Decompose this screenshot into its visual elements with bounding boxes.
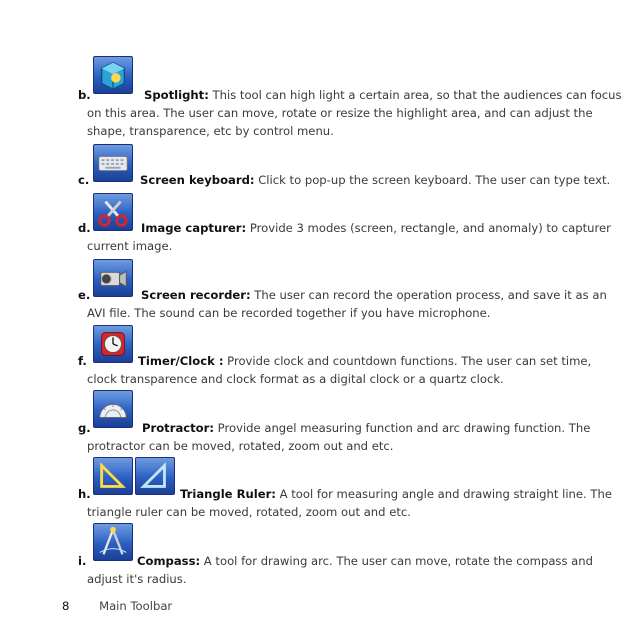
item-term: Protractor: (142, 421, 214, 435)
item-letter: b. (78, 88, 91, 102)
item-letter: f. (78, 354, 87, 368)
camcorder-icon[interactable] (93, 259, 133, 297)
item-text: Click to pop-up the screen keyboard. The user can type text. (254, 173, 611, 187)
item-term: Triangle Ruler: (180, 487, 276, 501)
item-text: triangle ruler can be moved, rotated, zoom out and etc. (87, 505, 411, 519)
item-text: Provide angel measuring function and arc drawing function. The (214, 421, 591, 435)
item-term: Screen recorder: (141, 288, 251, 302)
item-term: Screen keyboard: (140, 173, 255, 187)
item-text: This tool can high light a certain area, so that the audiences can focus (208, 88, 622, 102)
item-text: adjust it's radius. (87, 572, 187, 586)
scissors-icon[interactable] (93, 193, 133, 231)
item-letter: c. (78, 173, 90, 187)
item-text: protractor can be moved, rotated, zoom out and etc. (87, 439, 394, 453)
item-letter: e. (78, 288, 91, 302)
item-text: Provide clock and countdown functions. The user can set time, (223, 354, 592, 368)
item-text: on this area. The user can move, rotate or resize the highlight area, and can adjust the (87, 106, 593, 120)
item-term: Spotlight: (144, 88, 209, 102)
spotlight-icon[interactable] (93, 56, 133, 94)
item-text: shape, transparence, etc by control menu. (87, 124, 334, 138)
compass-icon[interactable] (93, 523, 133, 561)
item-term: Timer/Clock : (138, 354, 224, 368)
item-text: A tool for measuring angle and drawing straight line. The (275, 487, 612, 501)
clock-icon[interactable] (93, 325, 133, 363)
item-text: current image. (87, 239, 173, 253)
item-text: The user can record the operation process, and save it as an (250, 288, 607, 302)
item-letter: i. (78, 554, 87, 568)
item-letter: h. (78, 487, 91, 501)
section-title: Main Toolbar (99, 599, 173, 613)
item-text: A tool for drawing arc. The user can move, rotate the compass and (200, 554, 593, 568)
keyboard-icon[interactable] (93, 144, 133, 182)
triangle-ruler-icon[interactable] (93, 457, 133, 495)
page-footer (62, 599, 172, 613)
protractor-icon[interactable] (93, 390, 133, 428)
item-term: Compass: (137, 554, 201, 568)
item-letter: g. (78, 421, 91, 435)
triangle-ruler-icon[interactable] (135, 457, 175, 495)
page-number: 8 (62, 599, 70, 613)
item-text: AVI file. The sound can be recorded together if you have microphone. (87, 306, 491, 320)
item-term: Image capturer: (141, 221, 247, 235)
item-letter: d. (78, 221, 91, 235)
item-text: clock transparence and clock format as a digital clock or a quartz clock. (87, 372, 504, 386)
item-text: Provide 3 modes (screen, rectangle, and anomaly) to capturer (246, 221, 611, 235)
